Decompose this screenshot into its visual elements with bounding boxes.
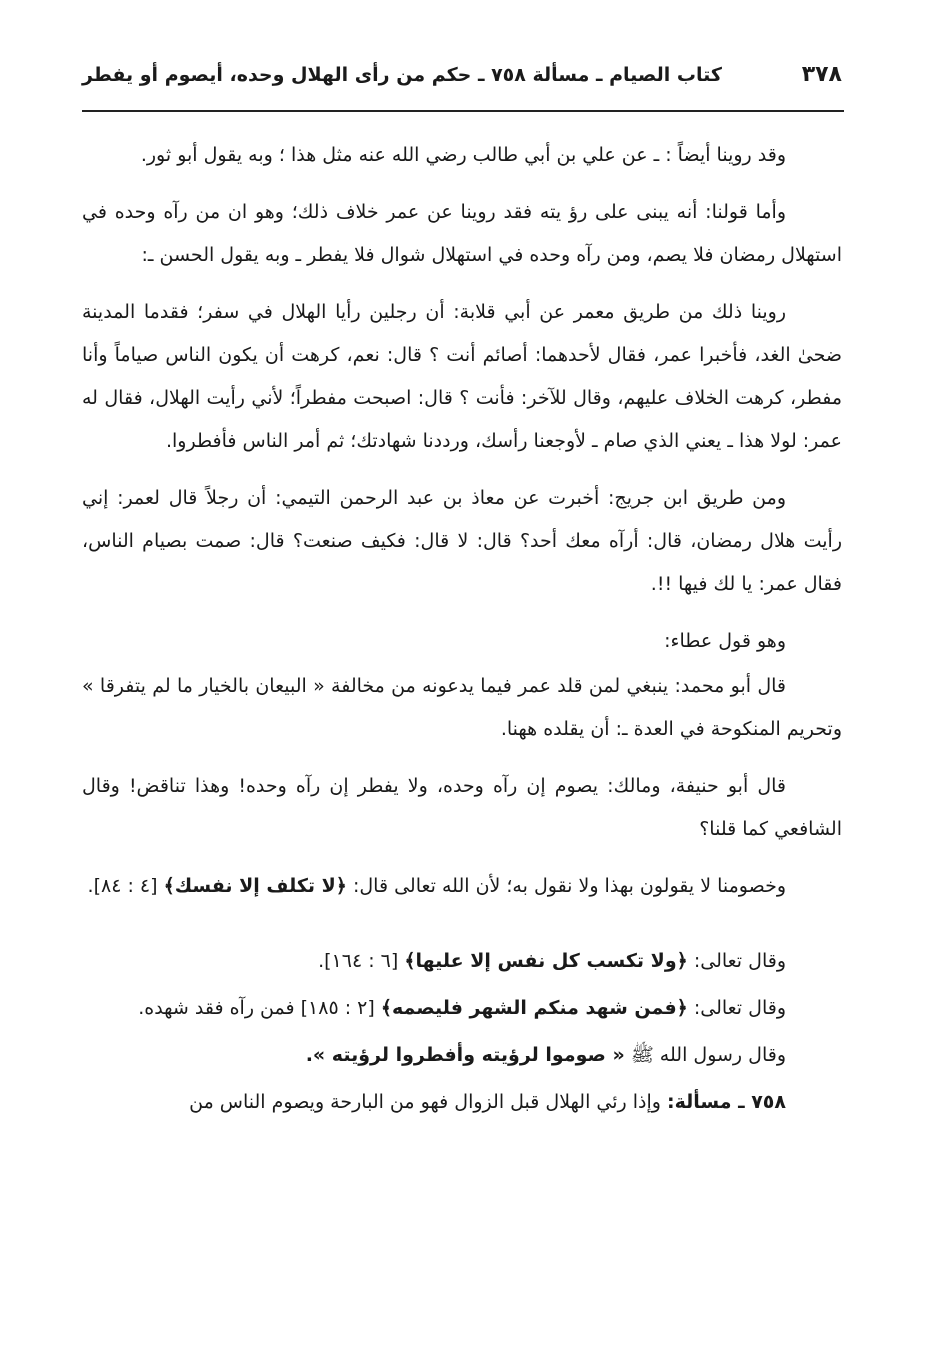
masala-text: وإذا رئي الهلال قبل الزوال فهو من البارحة ويصوم الناس من [189,1091,661,1113]
paragraph-8 [82,865,842,908]
hadith-line [82,1034,842,1077]
paragraph-8-text: وخصومنا لا يقولون بهذا ولا نقول به؛ لأن الله تعالى قال: [352,875,786,897]
paragraph-7: قال أبو حنيفة، ومالك: يصوم إن رآه وحده، ولا يفطر إن رآه وحده! وهذا تناقض! وقال الشافعي كما قلنا؟ [82,775,842,840]
quran-verse: ﴿فمن شهد منكم الشهر فليصمه﴾ [380,997,688,1019]
paragraph-5: وهو قول عطاء: [664,630,786,652]
verse-reference: [٦ : ١٦٤]. [318,950,399,972]
running-title: كتاب الصيام ـ مسألة ٧٥٨ ـ حكم من رأى الهلال وحده، أيصوم أو يفطر [82,64,722,86]
quran-verse: ﴿ولا تكسب كل نفس إلا عليها﴾ [404,950,688,972]
paragraph-4: ومن طريق ابن جريج: أخبرت عن معاذ بن عبد الرحمن التيمي: أن رجلاً قال لعمر: إني رأيت هلال رمضان، قال: أرآه معك أحد؟ قال: لا قال: فكيف صنعت؟ قال: صمت بصيام الناس، فقال عمر: يا لك فيها !!. [82,487,842,595]
header-rule [82,110,844,112]
page-number: ٣٧٨ [801,62,842,87]
masala-label: ٧٥٨ ـ مسألة: [666,1091,786,1113]
verse-line-1 [82,940,842,983]
paragraph-1: وقد روينا أيضاً : ـ عن علي بن أبي طالب رضي الله عنه مثل هذا ؛ وبه يقول أبو ثور. [140,144,786,166]
paragraph-3: روينا ذلك من طريق معمر عن أبي قلابة: أن رجلين رأيا الهلال في سفر؛ فقدما المدينة ضحىٰ الغد، فأخبرا عمر، فقال لأحدهما: أصائم أنت ؟ قال: نعم، كرهت أن يكون الناس صياماً وأنا مفطر، كرهت الخلاف عليهم، وقال للآخر: فأنت ؟ قال: اصبحت مفطراً؛ لأني رأيت الهلال، فقال له عمر: لولا هذا ـ يعني الذي صام ـ لأوجعنا رأسك، ورددنا شهادتك؛ ثم أمر الناس فأفطروا. [82,301,842,452]
verse-line-1-intro: وقال تعالى: [693,950,786,972]
spacer [82,922,842,940]
body-text [82,134,842,1128]
masala-line [82,1081,842,1124]
paragraph-2: وأما قولنا: أنه يبنى على رؤ يته فقد روينا عن عمر خلاف ذلك؛ وهو ان من رآه وحده في استهلال رمضان فلا يصم، ومن رآه وحده في استهلال شوال فلا يفطر ـ وبه يقول الحسن ـ: [82,201,842,266]
page-header [82,58,842,102]
hadith-intro: وقال رسول الله ﷺ [630,1044,786,1066]
quran-verse: ﴿لا تكلف إلا نفسك﴾ [163,875,347,897]
verse-reference: [٢ : ١٨٥] فمن رآه فقد شهده. [138,997,375,1019]
verse-line-2-intro: وقال تعالى: [693,997,786,1019]
verse-line-2 [82,987,842,1030]
verse-reference: [٤ : ٨٤]. [87,875,158,897]
hadith-quote: « صوموا لرؤيته وأفطروا لرؤيته ». [305,1044,625,1066]
paragraph-6: قال أبو محمد: ينبغي لمن قلد عمر فيما يدعونه من مخالفة « البيعان بالخيار ما لم يتفرقا » وتحريم المنكوحة في العدة ـ: أن يقلده ههنا. [82,675,842,740]
